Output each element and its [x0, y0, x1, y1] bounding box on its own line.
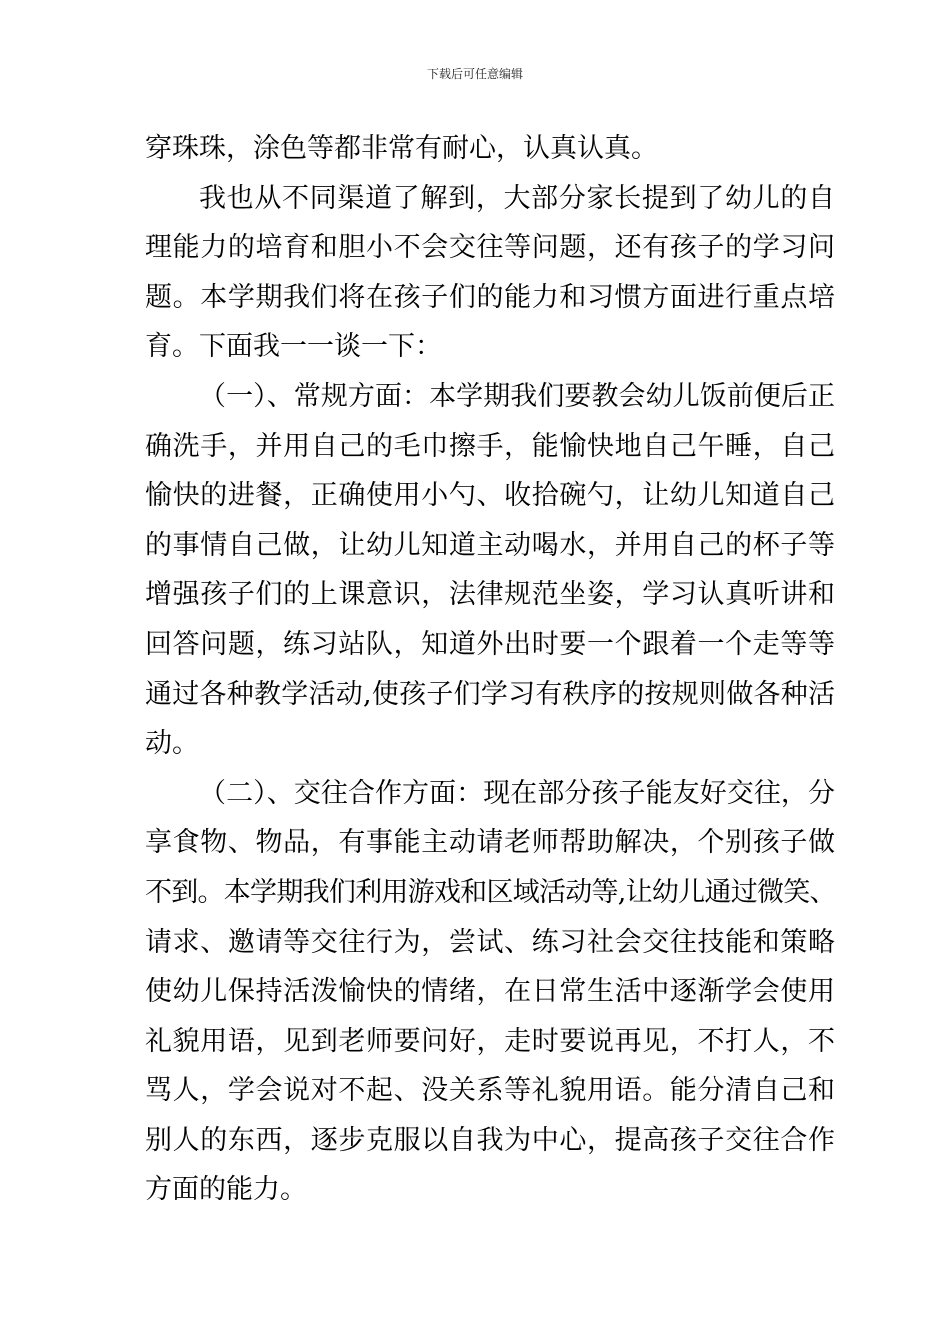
text-line: （二）、交往合作方面：现在部分孩子能友好交往，分: [199, 777, 835, 809]
text-line: 确洗手，并用自己的毛巾擦手，能愉快地自己午睡，自己: [145, 430, 835, 462]
text-line: 理能力的培育和胆小不会交往等问题，还有孩子的学习问: [145, 232, 835, 264]
text-line: 我也从不同渠道了解到，大部分家长提到了幼儿的自: [199, 182, 835, 214]
text-line: 礼貌用语，见到老师要问好，走时要说再见，不打人，不: [145, 1025, 835, 1057]
text-line: 享食物、物品，有事能主动请老师帮助解决，个别孩子做: [145, 827, 835, 859]
text-line: 别人的东西，逐步克服以自我为中心，提高孩子交往合作: [145, 1124, 835, 1156]
text-line: 不到。本学期我们利用游戏和区域活动等,让幼儿通过微笑、: [145, 876, 835, 908]
page-header: 下载后可任意编辑: [426, 67, 523, 81]
text-line: 育。下面我一一谈一下：: [145, 331, 442, 363]
text-line: 动。: [145, 728, 199, 760]
text-line: 使幼儿保持活泼愉快的情绪，在日常生活中逐渐学会使用: [145, 976, 835, 1008]
text-line: 请求、邀请等交往行为，尝试、练习社会交往技能和策略: [145, 926, 835, 958]
text-line: 方面的能力。: [145, 1174, 307, 1206]
text-line: 回答问题，练习站队，知道外出时要一个跟着一个走等等: [145, 628, 835, 660]
text-line: 骂人，学会说对不起、没关系等礼貌用语。能分清自己和: [145, 1075, 835, 1107]
text-line: 通过各种教学活动,使孩子们学习有秩序的按规则做各种活: [145, 678, 835, 710]
text-line: （一）、常规方面：本学期我们要教会幼儿饭前便后正: [199, 380, 835, 412]
text-line: 穿珠珠，涂色等都非常有耐心，认真认真。: [145, 133, 658, 164]
text-line: 愉快的进餐，正确使用小勺、收拾碗勺，让幼儿知道自己: [145, 480, 835, 512]
text-line: 的事情自己做，让幼儿知道主动喝水，并用自己的杯子等: [145, 529, 835, 561]
document-body: [145, 124, 835, 1215]
text-line: 题。本学期我们将在孩子们的能力和习惯方面进行重点培: [145, 281, 835, 313]
text-line: 增强孩子们的上课意识，法律规范坐姿，学习认真听讲和: [145, 579, 835, 611]
